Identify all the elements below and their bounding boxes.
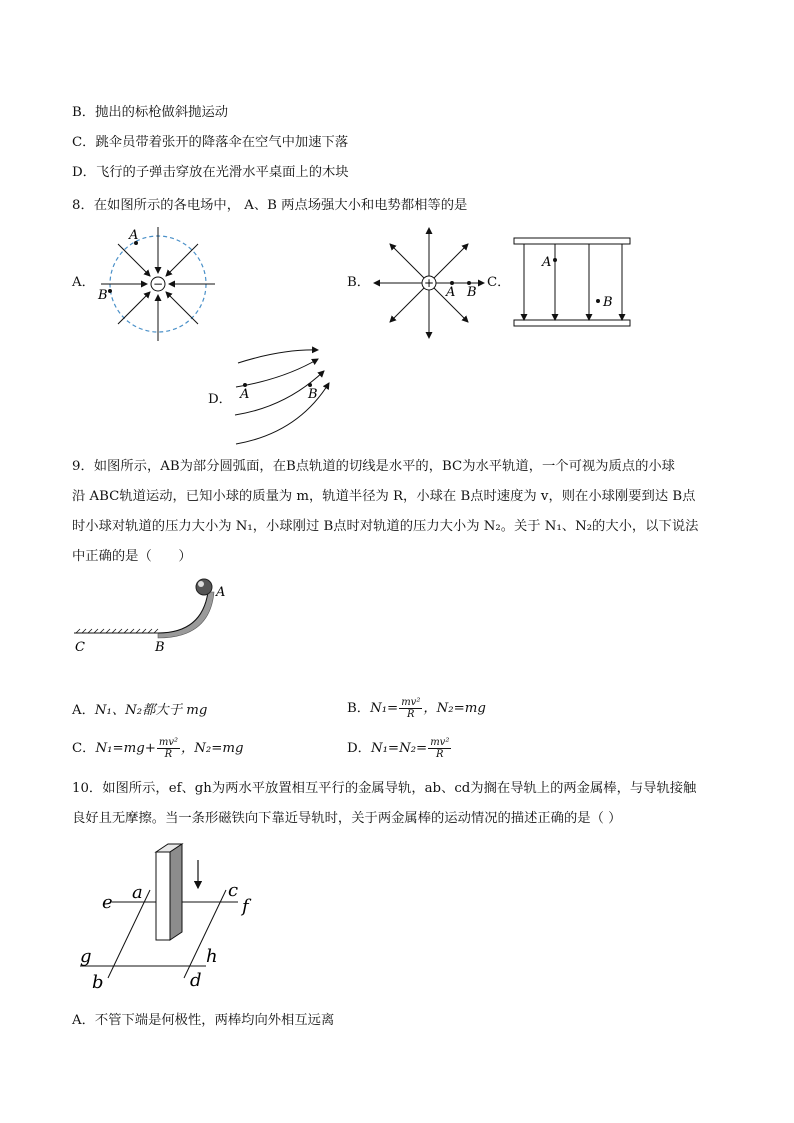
q10-line-2: 良好且无摩擦。当一条形磁铁向下靠近导轨时，关于两金属棒的运动情况的描述正确的是（ ）: [72, 811, 622, 826]
q10-label-h: h: [206, 946, 218, 967]
q9-option-c-prefix: C．: [72, 741, 96, 756]
q7-option-b: B．抛出的标枪做斜抛运动: [72, 105, 229, 120]
q8-option-a-label: A．: [72, 275, 95, 290]
q8-figure-d: [232, 345, 336, 449]
q8-c-point-b: B: [603, 295, 613, 310]
q9-option-b-fraction: [399, 697, 422, 720]
q9-line-4: 中正确的是（ ）: [72, 549, 192, 564]
q8-a-charge: −: [152, 277, 164, 291]
q9-option-a-prefix: A．: [72, 703, 95, 718]
q9-option-b-lhs: N₁=: [370, 701, 399, 716]
q10-label-f: f: [242, 896, 249, 917]
q9-option-c-fraction: [157, 737, 180, 760]
q8-figure-b: [372, 226, 488, 340]
q8-option-c-label: C．: [487, 275, 511, 290]
fraction-denominator: R: [435, 749, 444, 760]
q9-option-d-prefix: D．: [347, 741, 371, 756]
q8-b-point-a: A: [446, 285, 456, 300]
q10-label-g: g: [80, 946, 92, 967]
q8-option-d-label: D．: [208, 392, 232, 407]
q10-label-c: c: [228, 880, 239, 901]
q9-option-a-text: N₁、N₂都大于 mg: [94, 703, 208, 718]
q10-label-a: a: [132, 882, 143, 903]
q8-b-point-b: B: [467, 285, 477, 300]
q8-figure-a: [98, 225, 218, 345]
q9-option-b-rhs: ，N₂=mg: [423, 701, 486, 716]
q8-a-point-a: A: [129, 228, 139, 243]
q8-d-point-a: A: [240, 387, 250, 402]
q8-figure-c: [512, 236, 634, 330]
q10-figure-rails: [78, 840, 268, 992]
q9-option-c: [72, 737, 244, 760]
q9-option-b-prefix: B．: [347, 701, 371, 716]
q10-label-d: d: [190, 970, 202, 991]
q10-label-b: b: [92, 972, 104, 993]
q8-option-b-label: B．: [347, 275, 371, 290]
q9-line-3: 时小球对轨道的压力大小为 N₁，小球刚过 B点时对轨道的压力大小为 N₂。关于 N₁、N₂的大小，以下说法: [72, 519, 699, 534]
q9-figure-track: [72, 574, 242, 658]
q9-option-c-rhs: ，N₂=mg: [181, 741, 244, 756]
q9-option-d-fraction: [428, 737, 451, 760]
q8-b-charge: +: [423, 276, 435, 290]
q9-option-d-lhs: N₁=N₂=: [370, 741, 428, 756]
q8-d-point-b: B: [308, 387, 318, 402]
q10-option-a: A．不管下端是何极性，两棒均向外相互远离: [72, 1013, 335, 1028]
fraction-numerator: mv²: [401, 697, 421, 708]
q10-label-e: e: [102, 892, 113, 913]
q9-option-d: [347, 737, 452, 760]
fraction-denominator: R: [406, 709, 415, 720]
q9-option-c-lhs: N₁=mg+: [95, 741, 156, 756]
q7-option-c: C．跳伞员带着张开的降落伞在空气中加速下落: [72, 135, 349, 150]
q9-line-2: 沿 ABC轨道运动，已知小球的质量为 m，轨道半径为 R，小球在 B点时速度为 v，则在小球刚要到达 B点: [72, 489, 696, 504]
fraction-numerator: mv²: [430, 737, 450, 748]
fraction-denominator: R: [164, 749, 173, 760]
q9-option-b: [347, 697, 486, 720]
q9-fig-label-c: C: [75, 640, 85, 655]
q8-stem: 8．在如图所示的各电场中， A、B 两点场强大小和电势都相等的是: [72, 198, 468, 213]
q9-option-a: [72, 701, 207, 721]
q8-c-point-a: A: [542, 255, 552, 270]
q9-fig-label-b: B: [155, 640, 165, 655]
q9-line-1: 9．如图所示，AB为部分圆弧面，在B点轨道的切线是水平的，BC为水平轨道，一个可视为质点的小球: [72, 459, 675, 474]
q7-option-d: D．飞行的子弹击穿放在光滑水平桌面上的木块: [72, 165, 349, 180]
q10-line-1: 10．如图所示，ef、gh为两水平放置相互平行的金属导轨，ab、cd为搁在导轨上的两金属棒，与导轨接触: [72, 781, 697, 796]
q9-fig-label-a: A: [216, 585, 226, 600]
fraction-numerator: mv²: [158, 737, 178, 748]
q8-a-point-b: B: [98, 288, 108, 303]
